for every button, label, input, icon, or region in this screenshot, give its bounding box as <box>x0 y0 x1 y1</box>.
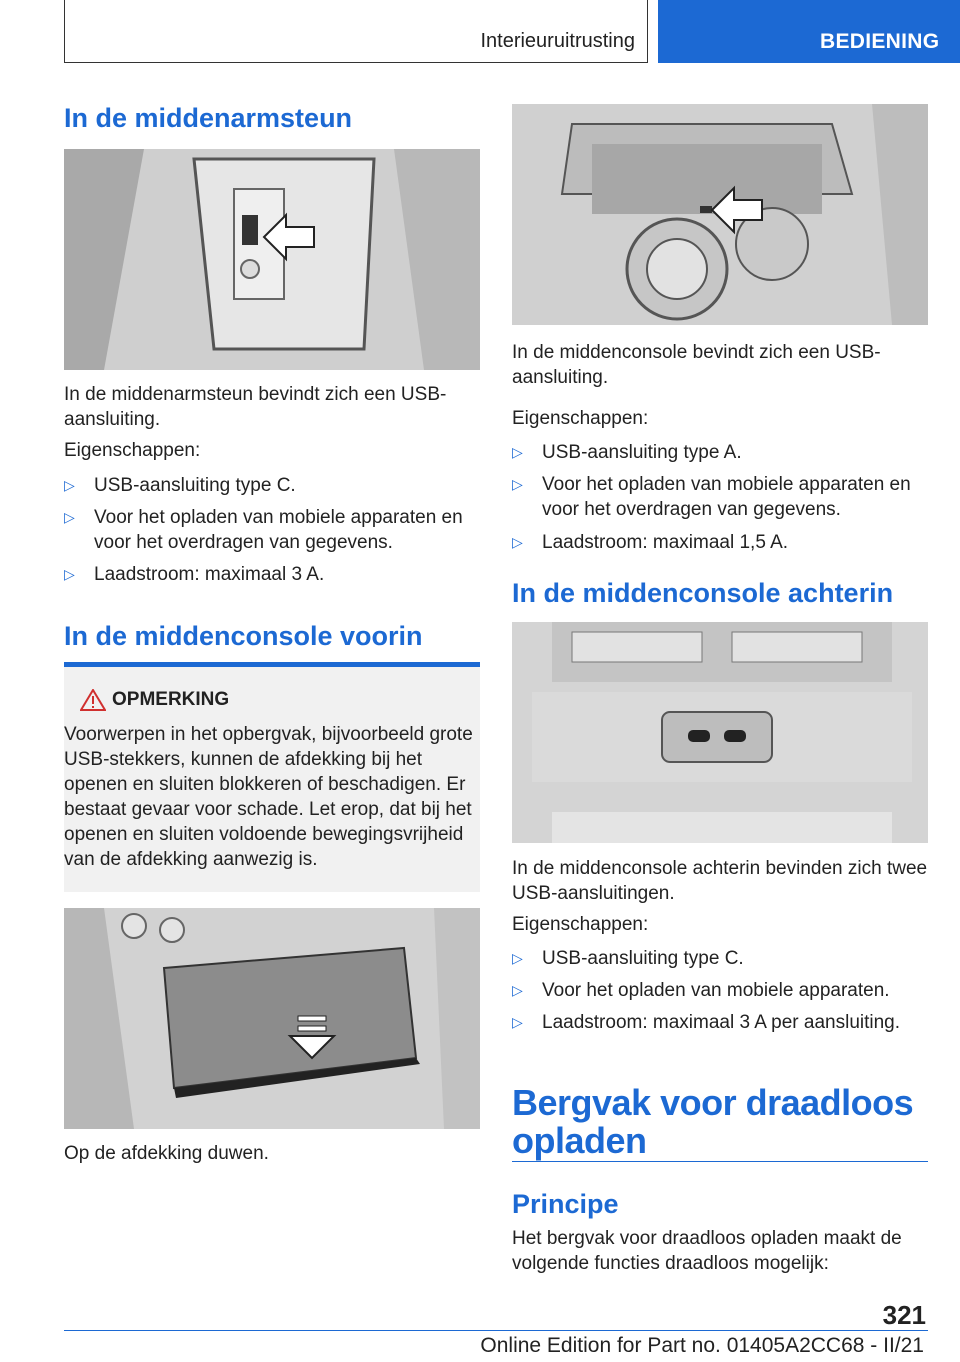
heading-front-console: In de middenconsole voorin <box>64 621 423 651</box>
bullet-marker-icon: ▷ <box>64 566 75 582</box>
heading-principle: Principe <box>512 1189 619 1219</box>
bullet-marker-icon: ▷ <box>512 476 523 492</box>
rear-console-bullet: ▷ Laadstroom: maximaal 3 A per aansluiting. <box>512 1012 901 1033</box>
rear-console-bullet: ▷ Voor het opladen van mobiele apparaten. <box>512 980 890 1001</box>
warning-title: OPMERKING <box>112 689 230 710</box>
footer-edition: Online Edition for Part no. 01405A2CC68 - II/21 <box>480 1334 924 1357</box>
heading-rear-console: In de middenconsole achterin <box>512 578 894 608</box>
front-console-bullet: ▷ Voor het opladen van mobiele apparaten en voor het overdragen van gegevens. <box>512 474 911 520</box>
armrest-usb-image <box>64 149 480 370</box>
section-rule-thin <box>512 1161 928 1162</box>
front-console-bullet: ▷ Laadstroom: maximaal 1,5 A. <box>512 532 789 553</box>
bullet-marker-icon: ▷ <box>512 1014 523 1030</box>
front-console-description: In de middenconsole bevindt zich een USB-aansluiting. <box>512 342 881 388</box>
rear-console-usb-image <box>512 622 928 843</box>
heading-wireless-charging: Bergvak voor draadloos opladen <box>512 1082 914 1161</box>
rear-console-props-label: Eigenschappen: <box>512 914 649 935</box>
bullet-marker-icon: ▷ <box>64 509 75 525</box>
bullet-marker-icon: ▷ <box>512 982 523 998</box>
warning-triangle-icon <box>80 689 106 711</box>
rear-console-bullet: ▷ USB-aansluiting type C. <box>512 948 744 969</box>
bullet-marker-icon: ▷ <box>512 534 523 550</box>
header-section-box <box>64 0 648 63</box>
wireless-description: Het bergvak voor draadloos opladen maakt de volgende functies draadloos mogelijk: <box>512 1228 902 1274</box>
armrest-bullet: ▷ Voor het opladen van mobiele apparaten en voor het overdragen van gegevens. <box>64 507 463 553</box>
footer-rule <box>64 1330 928 1331</box>
warning-text: Voorwerpen in het opbergvak, bijvoorbeeld grote USB-stekkers, kunnen de afdekking bij het openen en sluiten blokkeren of beschadigen. Er bestaat gevaar voor schade. Let erop, dat bij het openen en sluiten voldoende bewegingsvrijheid van de afdekking aanwezig is. <box>64 724 473 870</box>
header-chapter-tab <box>658 0 960 63</box>
front-console-bullet: ▷ USB-aansluiting type A. <box>512 442 742 463</box>
page-number: 321 <box>882 1300 926 1330</box>
armrest-props-label: Eigenschappen: <box>64 440 201 461</box>
header-section-title: Interieuruitrusting <box>480 30 635 52</box>
bullet-marker-icon: ▷ <box>512 444 523 460</box>
front-console-usb-image <box>512 104 928 325</box>
armrest-bullet: ▷ USB-aansluiting type C. <box>64 475 296 496</box>
console-cover-image <box>64 908 480 1129</box>
armrest-bullet: ▷ Laadstroom: maximaal 3 A. <box>64 564 325 585</box>
bullet-marker-icon: ▷ <box>64 477 75 493</box>
armrest-description: In de middenarmsteun bevindt zich een USB-aansluiting. <box>64 384 447 430</box>
bullet-marker-icon: ▷ <box>512 950 523 966</box>
header-chapter-title: BEDIENING <box>820 30 940 53</box>
front-console-props-label: Eigenschappen: <box>512 408 649 429</box>
warning-box <box>64 667 480 892</box>
rear-console-description: In de middenconsole achterin bevinden zich twee USB-aansluitingen. <box>512 858 928 904</box>
heading-armrest: In de middenarmsteun <box>64 103 353 133</box>
console-cover-caption: Op de afdekking duwen. <box>64 1143 269 1164</box>
